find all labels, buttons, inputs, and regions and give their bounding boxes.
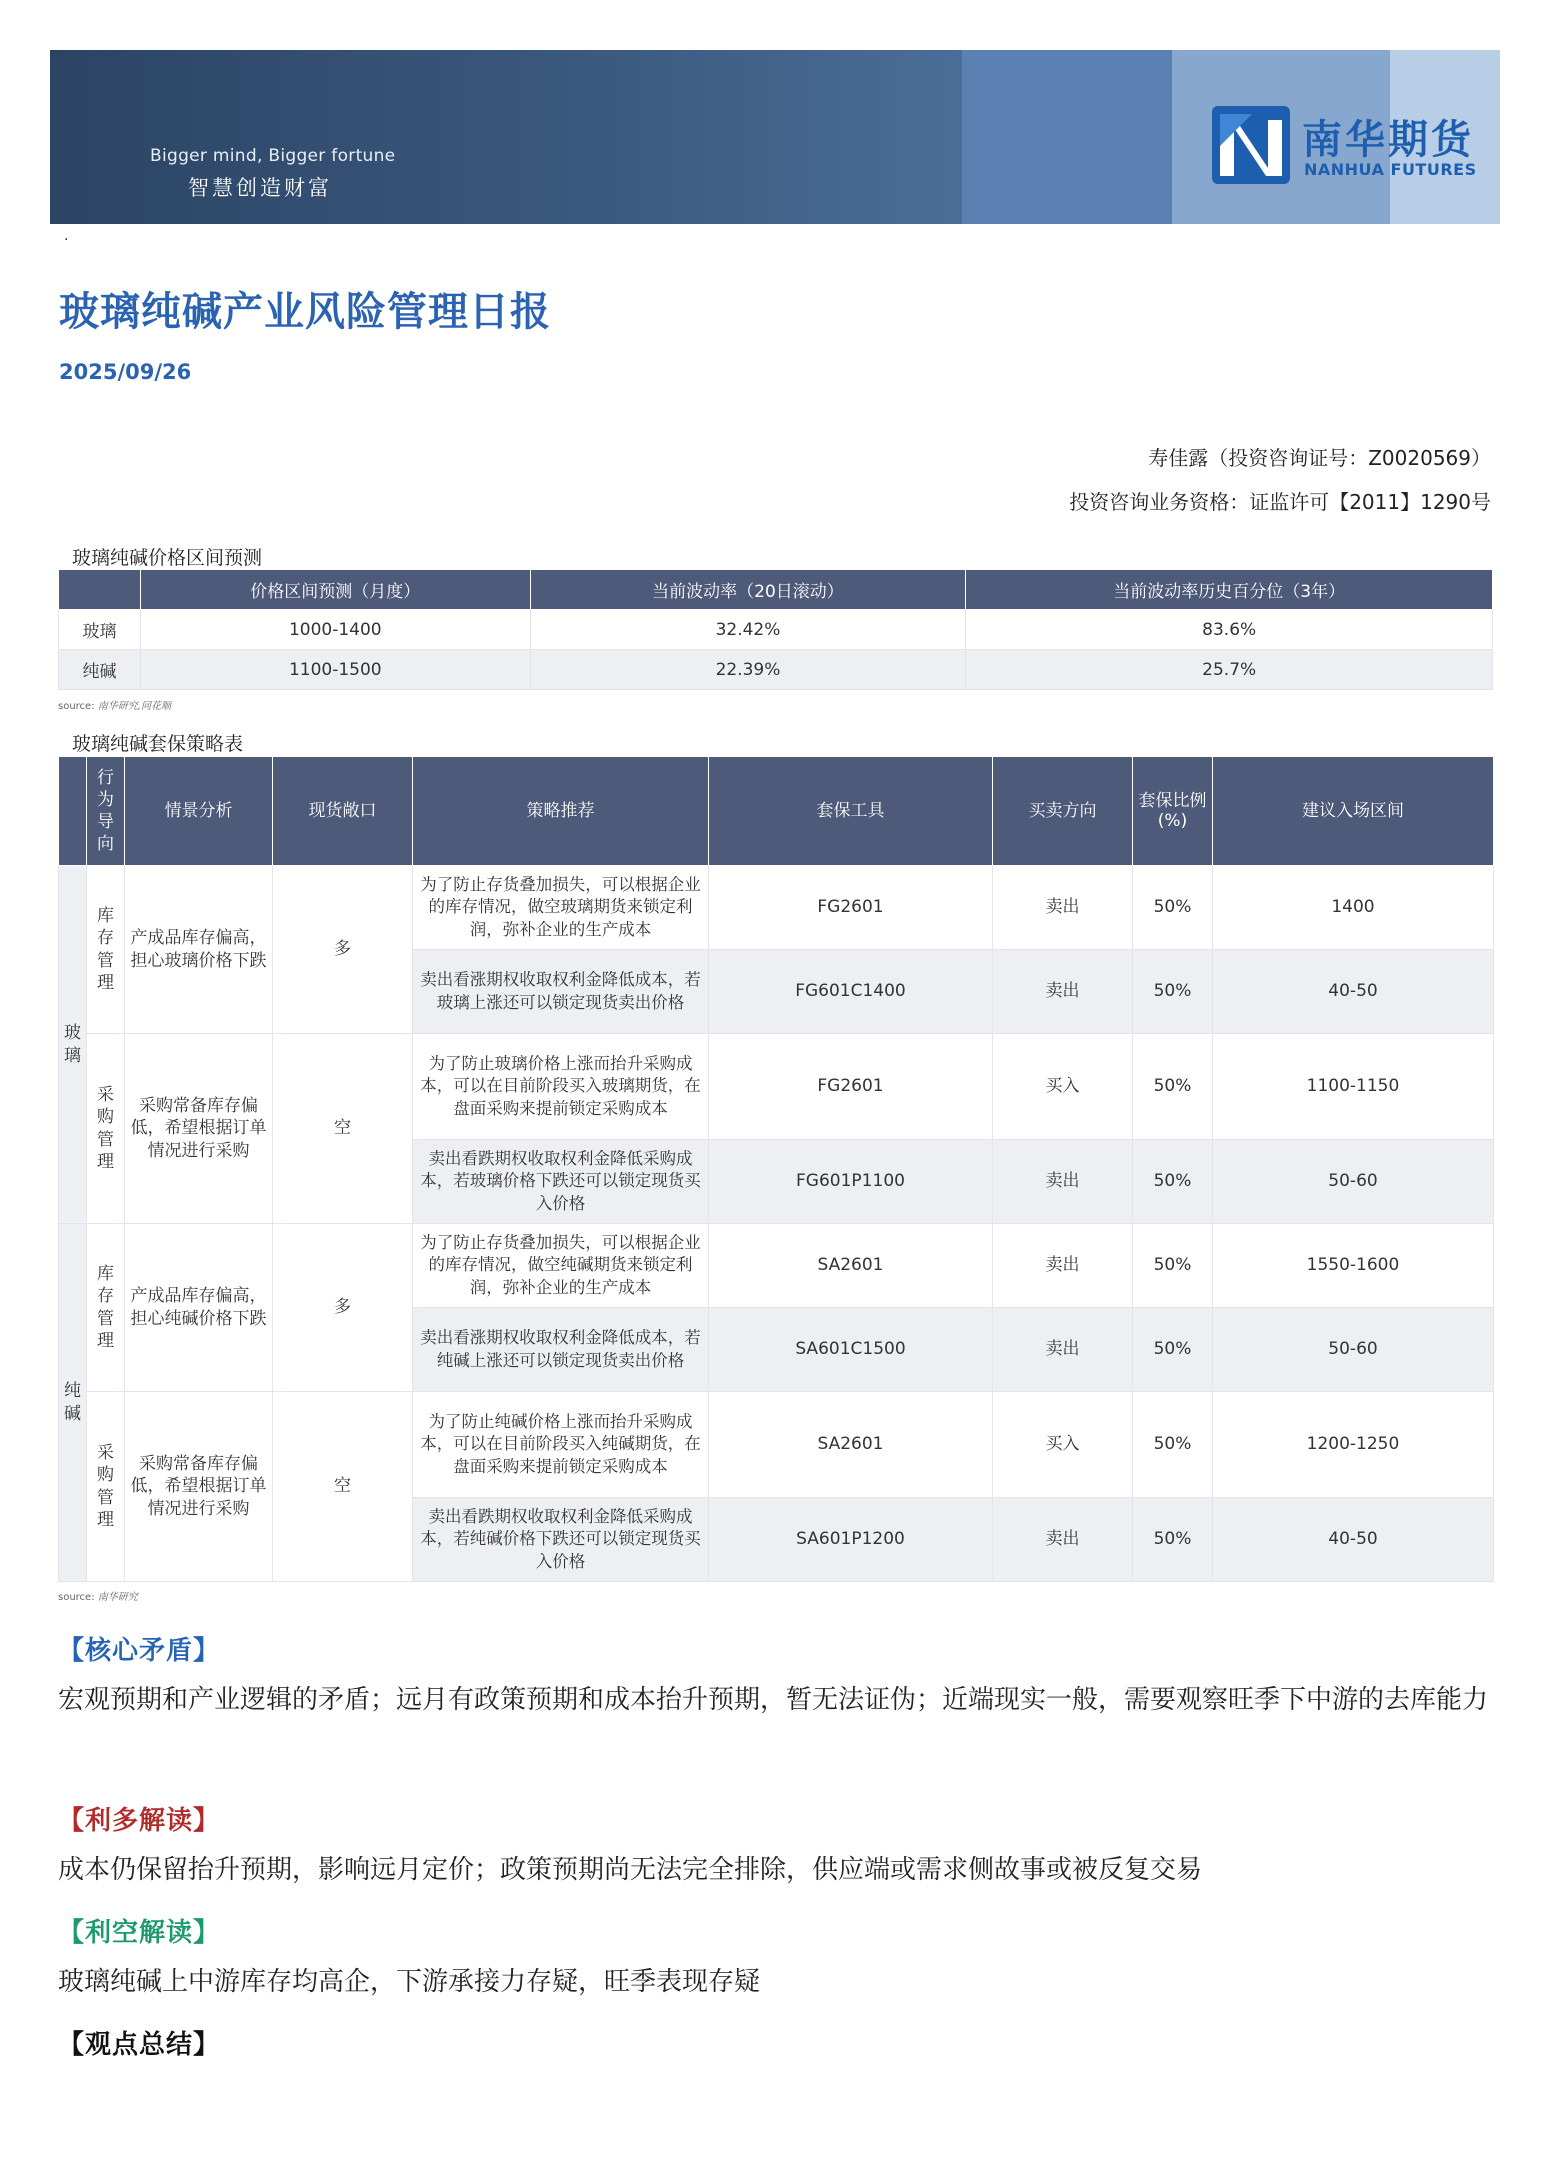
tagline-english: Bigger mind, Bigger fortune: [150, 146, 396, 166]
bearish-heading: 【利空解读】: [58, 1918, 221, 1948]
table-cell: 25.7%: [966, 650, 1493, 690]
logo-text-english: NANHUA FUTURES: [1304, 160, 1477, 179]
table-row: [59, 650, 1493, 690]
ratio-cell: 50%: [1133, 1224, 1213, 1308]
table-row: [59, 1392, 1494, 1498]
logo-text-chinese: 南华期货: [1302, 117, 1474, 163]
source-text: 南华研究,同花顺: [97, 701, 171, 712]
ratio-cell: 50%: [1133, 1392, 1213, 1498]
direction-cell: 买入: [993, 1034, 1133, 1140]
nanhua-logo: [1212, 104, 1500, 188]
banner-segment-mid: [962, 50, 1172, 224]
range-cell: 1550-1600: [1213, 1224, 1494, 1308]
table-row: [59, 610, 1493, 650]
hedge-table-source: [58, 1588, 138, 1603]
range-cell: 50-60: [1213, 1140, 1494, 1224]
table-cell: 22.39%: [530, 650, 966, 690]
source-text: 南华研究: [97, 1592, 138, 1603]
column-header: 现货敞口: [273, 757, 413, 866]
tagline-chinese: 智慧创造财富: [188, 176, 332, 200]
table-cell: 1000-1400: [140, 610, 530, 650]
table-cell: 83.6%: [966, 610, 1493, 650]
strategy-cell: 卖出看跌期权收取权利金降低采购成本，若纯碱价格下跌还可以锁定现货买入价格: [413, 1498, 709, 1582]
range-cell: 50-60: [1213, 1308, 1494, 1392]
price-table-source: [58, 697, 171, 712]
direction-cell: 卖出: [993, 950, 1133, 1034]
report-date: 2025/09/26: [59, 360, 192, 384]
bearish-text: 玻璃纯碱上中游库存均高企，下游承接力存疑，旺季表现存疑: [58, 1967, 761, 1997]
hedge-table-caption: 玻璃纯碱套保策略表: [72, 733, 244, 755]
direction-cell: 买入: [993, 1392, 1133, 1498]
column-header: 策略推荐: [413, 757, 709, 866]
core-contradiction-text: 宏观预期和产业逻辑的矛盾；远月有政策预期和成本抬升预期，暂无法证伪；近端现实一般，需要观察旺季下中游的去库能力: [58, 1685, 1489, 1715]
scenario-cell: 产成品库存偏高，担心玻璃价格下跌: [125, 866, 273, 1034]
strategy-cell: 卖出看涨期权收取权利金降低成本，若玻璃上涨还可以锁定现货卖出价格: [413, 950, 709, 1034]
ratio-cell: 50%: [1133, 950, 1213, 1034]
column-header: 行为导向: [87, 757, 125, 866]
range-cell: 1400: [1213, 866, 1494, 950]
direction-cell: 卖出: [993, 1224, 1133, 1308]
report-title: 玻璃纯碱产业风险管理日报: [59, 289, 551, 335]
table-cell: 玻璃: [59, 610, 141, 650]
hedge-strategy-table: [58, 756, 1494, 1582]
ratio-cell: 50%: [1133, 1308, 1213, 1392]
strategy-cell: 卖出看涨期权收取权利金降低成本，若纯碱上涨还可以锁定现货卖出价格: [413, 1308, 709, 1392]
summary-heading: 【观点总结】: [58, 2030, 221, 2060]
strategy-cell: 为了防止玻璃价格上涨而抬升采购成本，可以在目前阶段买入玻璃期货，在盘面采购来提前锁定采购成本: [413, 1034, 709, 1140]
direction-cell: 卖出: [993, 1140, 1133, 1224]
ratio-cell: 50%: [1133, 866, 1213, 950]
table-row: [59, 1224, 1494, 1308]
column-header: 建议入场区间: [1213, 757, 1494, 866]
scenario-cell: 采购常备库存偏低，希望根据订单情况进行采购: [125, 1034, 273, 1224]
bullish-heading: 【利多解读】: [58, 1806, 221, 1836]
tool-cell: FG601C1400: [709, 950, 993, 1034]
product-cell: 纯碱: [59, 1224, 87, 1582]
column-header: 情景分析: [125, 757, 273, 866]
license-line: 投资咨询业务资格：证监许可【2011】1290号: [1069, 490, 1491, 514]
exposure-cell: 多: [273, 866, 413, 1034]
range-cell: 40-50: [1213, 950, 1494, 1034]
direction-cell: 卖出: [993, 1308, 1133, 1392]
ratio-cell: 50%: [1133, 1498, 1213, 1582]
bullish-text: 成本仍保留抬升预期，影响远月定价；政策预期尚无法完全排除，供应端或需求侧故事或被反复交易: [58, 1855, 1203, 1885]
tool-cell: SA2601: [709, 1224, 993, 1308]
tool-cell: SA2601: [709, 1392, 993, 1498]
header-banner: [50, 50, 1500, 224]
range-cell: 1100-1150: [1213, 1034, 1494, 1140]
tool-cell: FG2601: [709, 866, 993, 950]
column-header: 买卖方向: [993, 757, 1133, 866]
table-cell: 纯碱: [59, 650, 141, 690]
column-header: 当前波动率（20日滚动）: [530, 570, 966, 610]
column-header: [59, 570, 141, 610]
range-cell: 1200-1250: [1213, 1392, 1494, 1498]
behavior-cell: 采购管理: [87, 1034, 125, 1224]
direction-cell: 卖出: [993, 866, 1133, 950]
scenario-cell: 采购常备库存偏低，希望根据订单情况进行采购: [125, 1392, 273, 1582]
behavior-cell: 库存管理: [87, 866, 125, 1034]
column-header: 套保工具: [709, 757, 993, 866]
core-contradiction-heading: 【核心矛盾】: [58, 1636, 221, 1666]
tool-cell: SA601C1500: [709, 1308, 993, 1392]
table-row: [59, 1034, 1494, 1140]
exposure-cell: 多: [273, 1224, 413, 1392]
author-line: 寿佳露（投资咨询证号：Z0020569）: [1148, 446, 1491, 470]
column-header: [59, 757, 87, 866]
source-label: source:: [58, 701, 95, 712]
strategy-cell: 卖出看跌期权收取权利金降低采购成本，若玻璃价格下跌还可以锁定现货买入价格: [413, 1140, 709, 1224]
range-cell: 40-50: [1213, 1498, 1494, 1582]
behavior-cell: 库存管理: [87, 1224, 125, 1392]
column-header: 价格区间预测（月度）: [140, 570, 530, 610]
tool-cell: FG601P1100: [709, 1140, 993, 1224]
exposure-cell: 空: [273, 1392, 413, 1582]
scenario-cell: 产成品库存偏高，担心纯碱价格下跌: [125, 1224, 273, 1392]
tool-cell: FG2601: [709, 1034, 993, 1140]
nanhua-logo-icon: [1212, 106, 1290, 184]
exposure-cell: 空: [273, 1034, 413, 1224]
column-header: 当前波动率历史百分位（3年）: [966, 570, 1493, 610]
strategy-cell: 为了防止存货叠加损失，可以根据企业的库存情况，做空玻璃期货来锁定利润，弥补企业的生产成本: [413, 866, 709, 950]
direction-cell: 卖出: [993, 1498, 1133, 1582]
banner-segment-dark: [50, 50, 962, 224]
table-cell: 1100-1500: [140, 650, 530, 690]
table-row: [59, 866, 1494, 950]
ratio-cell: 50%: [1133, 1140, 1213, 1224]
column-header: 套保比例(%): [1133, 757, 1213, 866]
strategy-cell: 为了防止纯碱价格上涨而抬升采购成本，可以在目前阶段买入纯碱期货，在盘面采购来提前锁定采购成本: [413, 1392, 709, 1498]
behavior-cell: 采购管理: [87, 1392, 125, 1582]
strategy-cell: 为了防止存货叠加损失，可以根据企业的库存情况，做空纯碱期货来锁定利润，弥补企业的生产成本: [413, 1224, 709, 1308]
ratio-cell: 50%: [1133, 1034, 1213, 1140]
stray-dot: .: [64, 228, 69, 244]
table-header-row: [59, 570, 1493, 610]
table-cell: 32.42%: [530, 610, 966, 650]
table-header-row: [59, 757, 1494, 866]
product-cell: 玻璃: [59, 866, 87, 1224]
price-table-caption: 玻璃纯碱价格区间预测: [72, 547, 263, 569]
price-range-table: [58, 569, 1493, 690]
source-label: source:: [58, 1592, 95, 1603]
tool-cell: SA601P1200: [709, 1498, 993, 1582]
